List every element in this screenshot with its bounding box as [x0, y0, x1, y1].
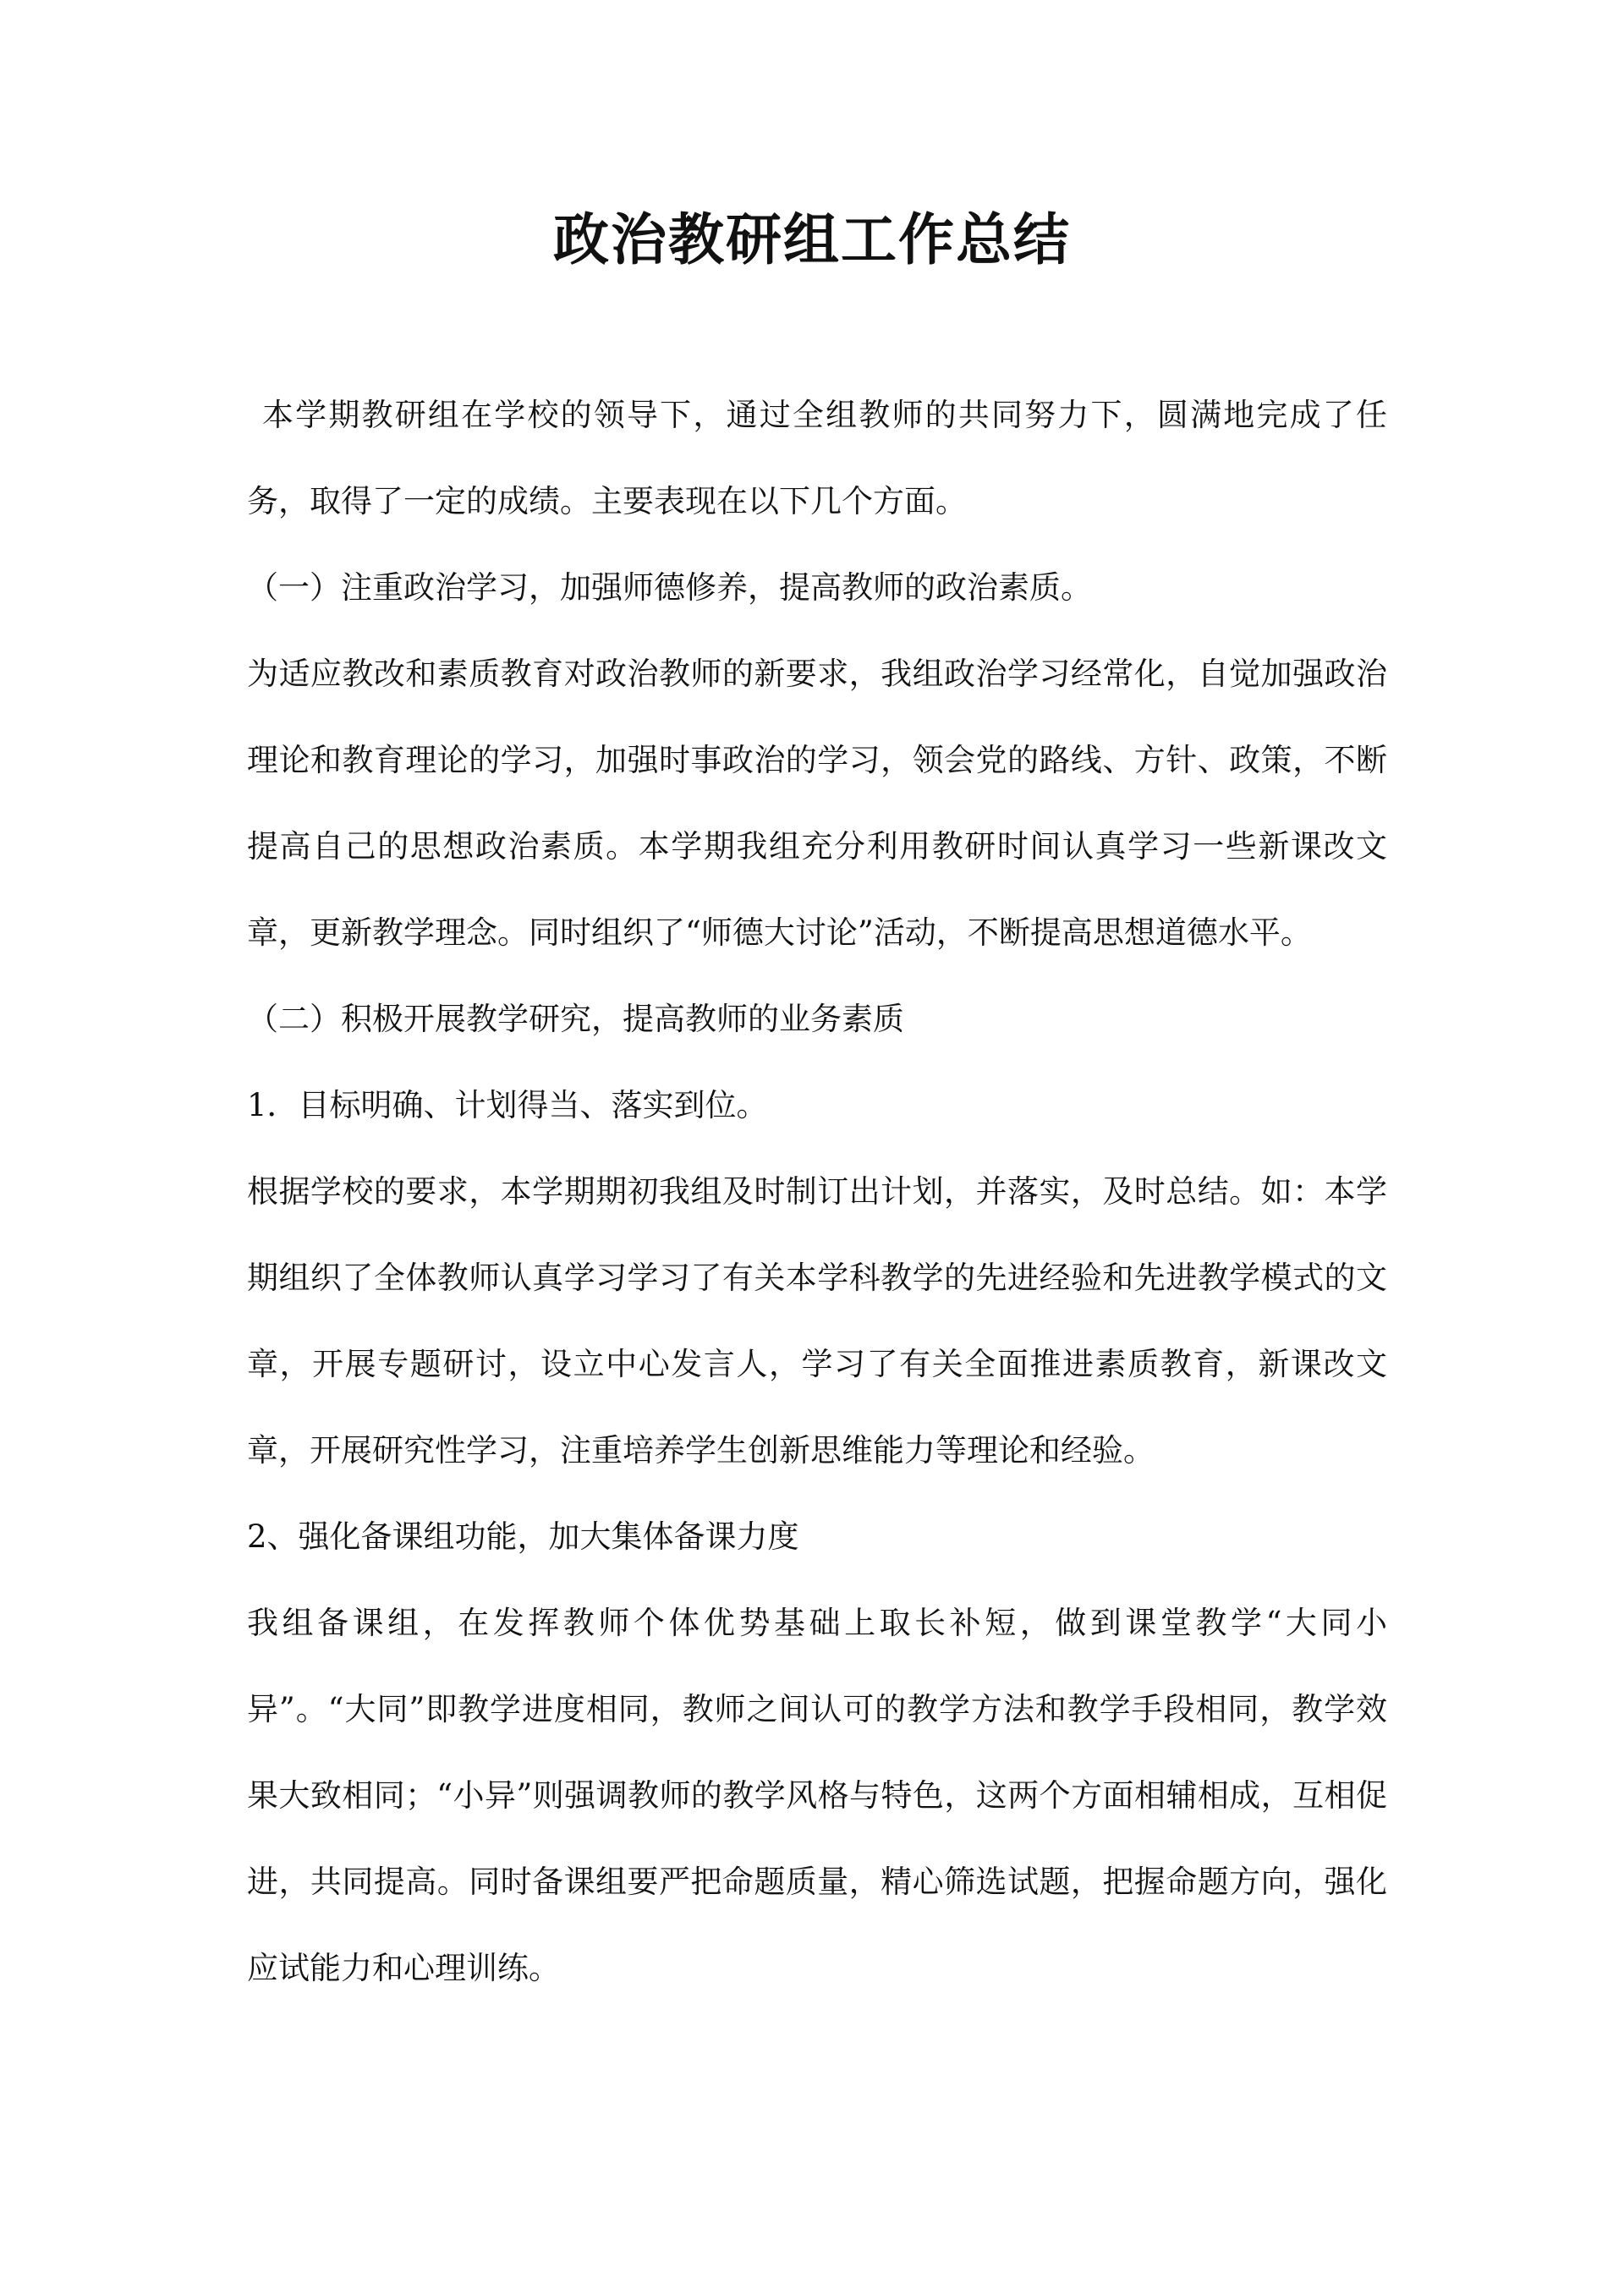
document-title: 政治教研组工作总结 [553, 206, 1071, 272]
section-heading-1: （一）注重政治学习，加强师德修养，提高教师的政治素质。 [247, 569, 1092, 606]
paragraph-intro: 本学期教研组在学校的领导下，通过全组教师的共同努力下，圆满地完成了任务，取得了一定的成绩。主要表现在以下几个方面。 [247, 397, 1387, 519]
document-body [247, 372, 1387, 2012]
subheading-2: 2、强化备课组功能，加大集体备课力度 [247, 1518, 799, 1555]
paragraph-plan: 根据学校的要求，本学期期初我组及时制订出计划，并落实，及时总结。如：本学期组织了全体教师认真学习学习了有关本学科教学的先进经验和先进教学模式的文章，开展专题研讨，设立中心发言人，学习了有关全面推进素质教育，新课改文章，开展研究性学习，注重培养学生创新思维能力等理论和经验。 [247, 1173, 1387, 1469]
section-heading-2: （二）积极开展教学研究，提高教师的业务素质 [247, 1001, 904, 1037]
paragraph-lesson-prep: 我组备课组，在发挥教师个体优势基础上取长补短，做到课堂教学“大同小异”。“大同”即教学进度相同，教师之间认可的教学方法和教学手段相同，教学效果大致相同；“小异”则强调教师的教学风格与特色，这两个方面相辅相成，互相促进，共同提高。同时备课组要严把命题质量，精心筛选试题，把握命题方向，强化应试能力和心理训练。 [247, 1605, 1387, 1986]
paragraph-political-study: 为适应教改和素质教育对政治教师的新要求，我组政治学习经常化，自觉加强政治理论和教育理论的学习，加强时事政治的学习，领会党的路线、方针、政策，不断提高自己的思想政治素质。本学期我组充分利用教研时间认真学习一些新课改文章，更新教学理念。同时组织了“师德大讨论”活动，不断提高思想道德水平。 [247, 656, 1387, 951]
subheading-1: 1．目标明确、计划得当、落实到位。 [247, 1087, 768, 1123]
